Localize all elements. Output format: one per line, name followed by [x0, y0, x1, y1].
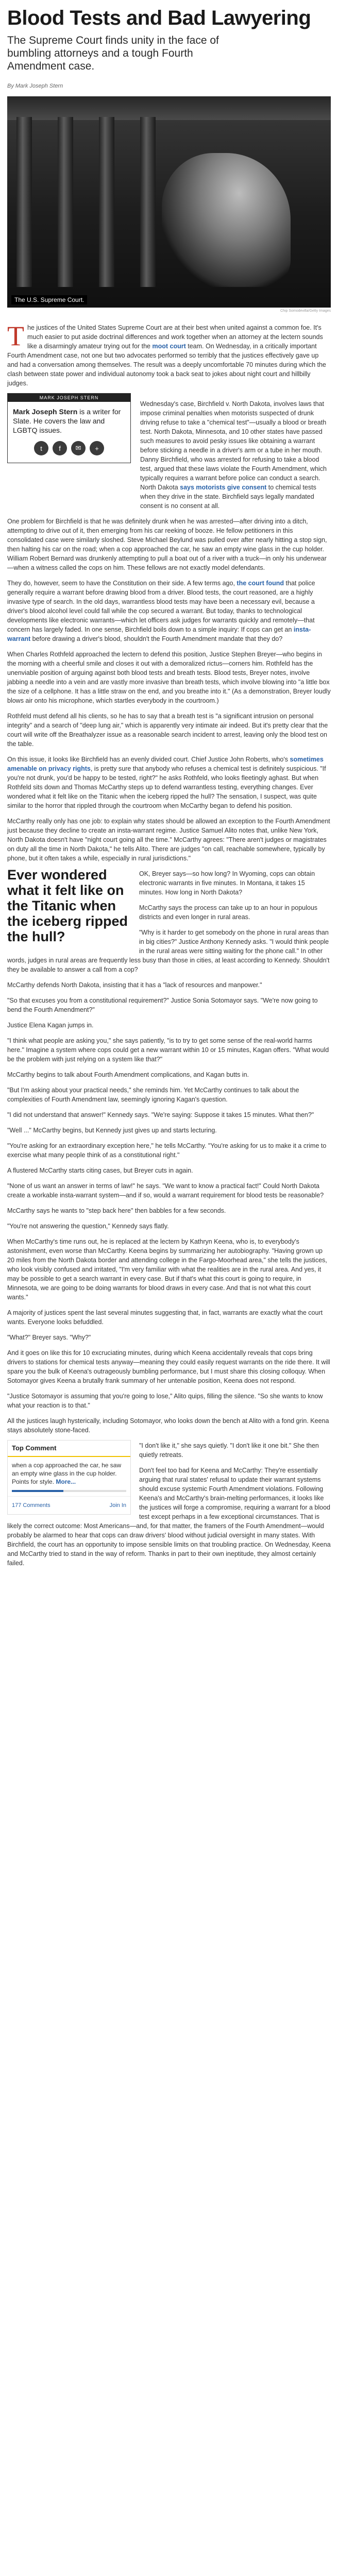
paragraph: "Justice Sotomayor is assuming that you're going to lose," Alito quips, filling the silence. "So she wants to know what your reaction is to that." [7, 1393, 323, 1409]
paragraph: McCarthy really only has one job: to explain why states should be allowed an exception to the Fourth Amendment just because they decline to create an insta-warrant regime. Justice Samuel Alito notes that, unlike New York, North Dakota doesn't have "night court going all the time." McCarthy agrees: "There aren't judges or magistrates on duty all the time in North Dakota," he tells Alito. There are judges "on call, reachable somewhere, typically by phone, but it often takes a while, especially in rural jurisdictions." [7, 818, 330, 862]
hero-credit: Chip Somodevilla/Getty Images [280, 309, 331, 313]
join-in-button[interactable]: Join In [109, 1502, 126, 1509]
more-link[interactable]: More... [56, 1478, 76, 1485]
email-icon[interactable]: ✉ [71, 441, 86, 455]
hero-column [16, 117, 32, 287]
comments-footer [8, 1496, 130, 1514]
article-body [7, 320, 331, 388]
paragraph: And it goes on like this for 10 excruciating minutes, during which Keena accidentally reveals that cops bring drivers to stations for chemical tests anyway—meaning they could easily request warrants on the ride there. It will spare you the bulk of Keena's outrageously bumbling performance, but I must share this closing colloquy. When Sotomayor gives Keena a brutally frank summary of her untenable position, Keena does not respond. [7, 1349, 330, 1384]
author-social-links [8, 441, 130, 455]
pull-quote: Ever wondered what it felt like on the Titanic when the iceberg ripped the hull? [7, 867, 128, 944]
link-court-found[interactable]: the court found [236, 580, 284, 587]
paragraph: When Charles Rothfeld approached the lectern to defend this position, Justice Stephen Breyer—who begins in the morning with a cheerful smile and closes it out with a demoralized rictus—corners him. Rothfeld has the unenviable position of arguing against both blood tests and breath tests. Blood tests, Breyer notes, involve jabbing a needle into a vein and are vastly more invasive than breath tests, which involve blowing into "a little box the size of a cellphone. It has a little straw on the end, and you breathe into it." (As a demonstration, Breyer loudly blows air onto his microphone, which startles everybody in the courtroom.) [7, 651, 331, 704]
paragraph: "None of us want an answer in terms of law!" he says. "We want to know a practical fact!" Could North Dakota create a workable insta-warrant system—and if so, would a warrant requirement for blood tests be reasonable? [7, 1182, 324, 1199]
comments-title: Top Comment [8, 1440, 130, 1457]
paragraph: On this issue, it looks like Birchfield has an evenly divided court. Chief Justice John Roberts, who's [7, 756, 289, 763]
paragraph: , is pretty sure that anybody who refuses a chemical test is definitely suspicious. "If you're not drunk, you'd be happy to be tested, right?" he asks Rothfeld, who looks fleetingly aghast. But when Rothfeld sits down and Thomas McCarthy steps up to defend warrantless testing, everything changes. Ever wondered what it felt like on the Titanic when the iceberg ripped the hull? The sensation, I suspect, was quite similar to the horror that rippled through the courtroom when McCarthy began to defend his position. [7, 765, 326, 809]
paragraph: "I don't like it," she says quietly. "I don't like it one bit." She then quietly retreats. [139, 1442, 319, 1459]
paragraph: They do, however, seem to have the Constitution on their side. A few terms ago, [7, 580, 235, 587]
comments-progress [12, 1490, 126, 1492]
author-and-text [7, 393, 331, 511]
hero-column [99, 117, 114, 287]
hero-pediment [7, 96, 331, 120]
top-comment-text [8, 1457, 130, 1490]
paragraph: "What?" Breyer says. "Why?" [7, 1334, 91, 1341]
paragraph: One problem for Birchfield is that he was definitely drunk when he was arrested—after driving into a ditch, attempting to drive out of it, then emerging from his car reeking of booze. He fellow petitioners in this consolidated case were similarly sloshed. Steve Michael Beylund was pulled over after nearly hitting a stop sign, then halting his car on the road; when a cop approached the car, he saw an empty wine glass in the cup holder. William Robert Bernard was drunkenly attempting to pull a boat out of a river with a truck—in only his underwear—when a witness called the cops on him. These fellows are not exactly model defendants. [7, 518, 327, 571]
author-name[interactable]: Mark Joseph Stern [13, 408, 78, 416]
paragraph: he justices of the United States Supreme Court are at their best when united against a common foe. It's much easier to put aside doctrinal differences and work together when an attorney at the lectern sounds like a disarmingly amateur trying out for the [27, 324, 323, 350]
paragraph: McCarthy says the process can take up to an hour in populous districts and even longer in rural areas. [139, 904, 318, 921]
paragraph: "So that excuses you from a constitutional requirement?" Justice Sonia Sotomayor says. "We're now going to bend the Fourth Amendment?" [7, 997, 318, 1013]
paragraph: that police generally require a warrant before drawing blood from a driver. Blood tests, the court reasoned, are a highly invasive type of search. In the old days, warrantless blood tests may have been a necessary evil, because a driver's blood alcohol level could fall while the cop secured a warrant. But today, thanks to technological developments like electronic warrants—which let officers ask judges for warrants quickly and remotely—that concern has largely faded. In one sense, Birchfield boils down to a simple inquiry: If cops can get an [7, 580, 315, 633]
drop-cap: T [7, 320, 24, 351]
paragraph: Don't feel too bad for Keena and McCarthy: They're essentially arguing that rural states' refusal to update their warrant systems should excuse systemic Fourth Amendment violations. Following Keena's and McCarthy's brain-melting performances, it looks like the justices will forge a compromise, requiring a warrant for a blood test except perhaps in a few exceptional circumstances. That is likely the correct outcome: Most Americans—and, for that matter, the framers of the Fourth Amendment—would probably be alarmed to hear that cops can draw drivers' blood without judicial oversight in many states. With Birchfield, the court has an opportunity to impose sensible limits on that troubling practice. On Wednesday, Keena and McCarthy tried to stand in the way of reform. Thanks in part to their own ineptitude, they almost certainly failed. [7, 1467, 331, 1567]
article-byline[interactable]: By Mark Joseph Stern [7, 83, 63, 89]
paragraph: OK, Breyer says—so how long? In Wyoming, cops can obtain electronic warrants in five minutes. In Montana, it takes 15 minutes. How long in North Dakota? [139, 870, 315, 896]
comments-progress-fill [12, 1490, 63, 1492]
paragraph: A flustered McCarthy starts citing cases, but Breyer cuts in again. [7, 1167, 193, 1174]
paragraph: When McCarthy's time runs out, he is replaced at the lectern by Kathryn Keena, who is, to everybody's astonishment, even worse than McCarthy. Keena begins by summarizing her autobiography. "Having grown up 20 miles from the North Dakota border and attending college in the Fargo-Moorhead area," she tells the justices, who look visibly confused and irritated, "I'm very familiar with what the realities are in the rural area. And yes, it may be possible to get a search warrant in every case. But if that's what this court is going to require, in Minnesota, we are going to be doing warrants for blood draws in every case. And that is not what this court wants." [7, 1238, 327, 1301]
paragraph: A majority of justices spent the last several minutes suggesting that, in fact, warrants are exactly what the court wants. Everyone looks befuddled. [7, 1309, 323, 1326]
paragraph: Justice Elena Kagan jumps in. [7, 1022, 94, 1029]
paragraph: McCarthy begins to talk about Fourth Amendment complications, and Kagan butts in. [7, 1071, 249, 1078]
author-bio [8, 402, 130, 435]
paragraph: "Well ..." McCarthy begins, but Kennedy just gives up and starts lecturing. [7, 1127, 217, 1134]
author-card [7, 393, 131, 463]
paragraph: "You're asking for an extraordinary exception here," he tells McCarthy. "You're asking for us to make it a crime to exercise what many people think of as a constitutional right." [7, 1142, 327, 1159]
author-bio-text: is a writer for Slate. He covers the law and LGBTQ issues. [13, 408, 121, 434]
paragraph: team. On Wednesday, in a critically important Fourth Amendment case, not one but two advocates performed so terribly that the justices effectively gave up and had a conversation among themselves. The result was a deeply uncomfortable 70 minutes during which the clash between state power and individual autonomy took a back seat to jokes about night court and hillbilly judges. [7, 343, 326, 387]
paragraph: McCarthy says he wants to "step back here" then babbles for a few seconds. [7, 1207, 226, 1214]
author-column [7, 393, 131, 511]
article-body-continued [7, 517, 331, 1568]
hero-column [58, 117, 73, 287]
hero-caption: The U.S. Supreme Court. [11, 295, 87, 304]
paragraph: to chemical tests when they drive in the state. Birchfield says legally mandated consent is no consent at all. [140, 484, 316, 510]
facebook-icon[interactable]: f [53, 441, 67, 455]
hero-column [140, 117, 156, 287]
paragraph: All the justices laugh hysterically, including Sotomayor, who looks down the bench at Alito with a fond grin. Keena stays absolutely stone-faced. [7, 1417, 329, 1434]
link-moot-court[interactable]: moot court [152, 343, 186, 350]
paragraph: "You're not answering the question," Kennedy says flatly. [7, 1223, 169, 1230]
paragraph: McCarthy defends North Dakota, insisting that it has a "lack of resources and manpower." [7, 981, 262, 989]
hero-image [7, 96, 331, 308]
comments-count[interactable]: 177 Comments [12, 1502, 50, 1509]
link-privacy-rights[interactable]: sometimes amenable on privacy rights [7, 756, 324, 772]
paragraph: Rothfeld must defend all his clients, so he has to say that a breath test is "a significant intrusion on personal integrity" and a search of "deep lung air," which is apparently very intimate air indeed. But it's pretty clear that the court will write off the Breathalyzer issue as a reasonable search incident to arrest, leaving only the blood test on the table. [7, 713, 328, 748]
paragraph: Wednesday's case, Birchfield v. North Dakota, involves laws that impose criminal penalties when motorists suspected of drunk driving refuse to take a "chemical test"—usually a blood or breath test. North Dakota, Minnesota, and 10 other states have passed such measures to avoid pesky issues like obtaining a warrant before sticking a needle in a driver's arm or a tube in her mouth. Danny Birchfield, who was arrested for refusing to take a blood test, argued that these laws violate the Fourth Amendment, which typically requires a warrant before police can conduct a search. North Dakota [140, 400, 327, 491]
article-body-right [140, 393, 331, 511]
comments-widget [7, 1440, 131, 1515]
author-card-header: MARK JOSEPH STERN [8, 394, 130, 402]
paragraph: before drawing a driver's blood, shouldn't the Fourth Amendment mandate that they do? [30, 635, 283, 642]
article-dek: The Supreme Court finds unity in the face of bumbling attorneys and a tough Fourth Amendment case. [7, 35, 219, 72]
link-insta-warrant[interactable]: insta-warrant [7, 626, 311, 642]
paragraph: "Why is it harder to get somebody on the phone in rural areas than in big cities?" Justice Anthony Kennedy asks. "I would think people in the rural areas were sitting waiting for the phone call." In other words, judges in rural areas are frequently less busy than those in cities, at least according to Kennedy. Shouldn't they be available to answer a call from a cop? [7, 929, 330, 973]
paragraph: "I did not understand that answer!" Kennedy says. "We're saying: Suppose it takes 15 minutes. What then?" [7, 1111, 314, 1118]
more-share-icon[interactable]: + [90, 441, 104, 455]
paragraph: "I think what people are asking you," she says patiently, "is to try to get some sense of the real-world harms here." Imagine a system where cops could get a new warrant within 10 or 15 minutes, Kagan offers. "What would be the problem with just relying on a system like that?" [7, 1037, 329, 1063]
top-comment-body: when a cop approached the car, he saw an empty wine glass in the cup holder. Points for style. [12, 1462, 122, 1485]
paragraph: "But I'm asking about your practical needs," she reminds him. Yet McCarthy continues to talk about the complexities of Fourth Amendment law, seemingly ignoring Kagan's question. [7, 1087, 299, 1103]
article-headline: Blood Tests and Bad Lawyering [7, 7, 311, 29]
twitter-icon[interactable]: t [34, 441, 48, 455]
hero-statue [162, 153, 291, 287]
link-says-consent[interactable]: says motorists give consent [180, 484, 267, 491]
